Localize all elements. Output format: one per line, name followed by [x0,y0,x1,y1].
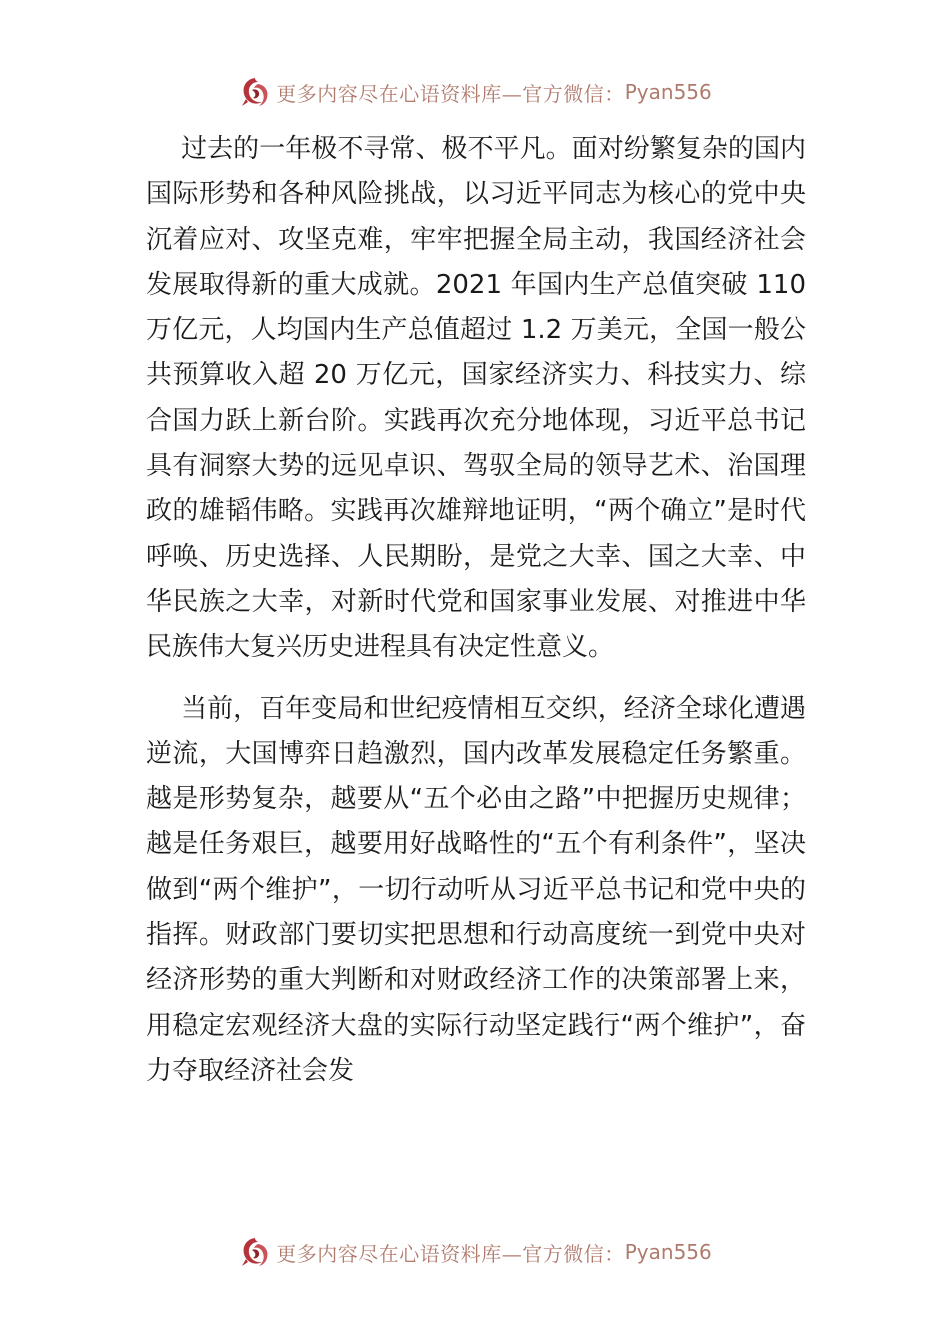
paragraph-2: 当前，百年变局和世纪疫情相互交织，经济全球化遭遇逆流，大国博弈日趋激烈，国内改革发展稳定任务繁重。越是形势复杂，越要从“五个必由之路”中把握历史规律；越是任务艰巨，越要用好战略性的“五个有利条件”，坚决做到“两个维护”，一切行动听从习近平总书记和党中央的指挥。财政部门要切实把思想和行动高度统一到党中央对经济形势的重大判断和对财政经济工作的决策部署上来，用稳定宏观经济大盘的实际行动坚定践行“两个维护”，奋力夺取经济社会发 [146,693,806,1086]
banner-wechat-id: Pyan556 [624,80,712,104]
header-banner [0,72,950,112]
footer-banner [0,1232,950,1272]
flame-swirl-logo-icon [238,75,272,109]
paragraph-1: 过去的一年极不寻常、极不平凡。面对纷繁复杂的国内国际形势和各种风险挑战，以习近平同志为核心的党中央沉着应对、攻坚克难，牢牢把握全局主动，我国经济社会发展取得新的重大成就。2021 年国内生产总值突破 110 万亿元，人均国内生产总值超过 1.2 万美元，全国一般公共预算收入超 20 万亿元，国家经济实力、科技实力、综合国力跃上新台阶。实践再次充分地体现，习近平总书记具有洞察大势的远见卓识、驾驭全局的领导艺术、治国理政的雄韬伟略。实践再次雄辩地证明，“两个确立”是时代呼唤、历史选择、人民期盼，是党之大幸、国之大幸、中华民族之大幸，对新时代党和国家事业发展、对推进中华民族伟大复兴历史进程具有决定性意义。 [146,134,806,663]
banner-text: 更多内容尽在心语资料库—官方微信： [276,81,625,106]
flame-swirl-logo-icon [238,1235,272,1269]
document-body [146,127,806,1094]
banner-text: 更多内容尽在心语资料库—官方微信： [276,1241,625,1266]
banner-wechat-id: Pyan556 [624,1240,712,1264]
